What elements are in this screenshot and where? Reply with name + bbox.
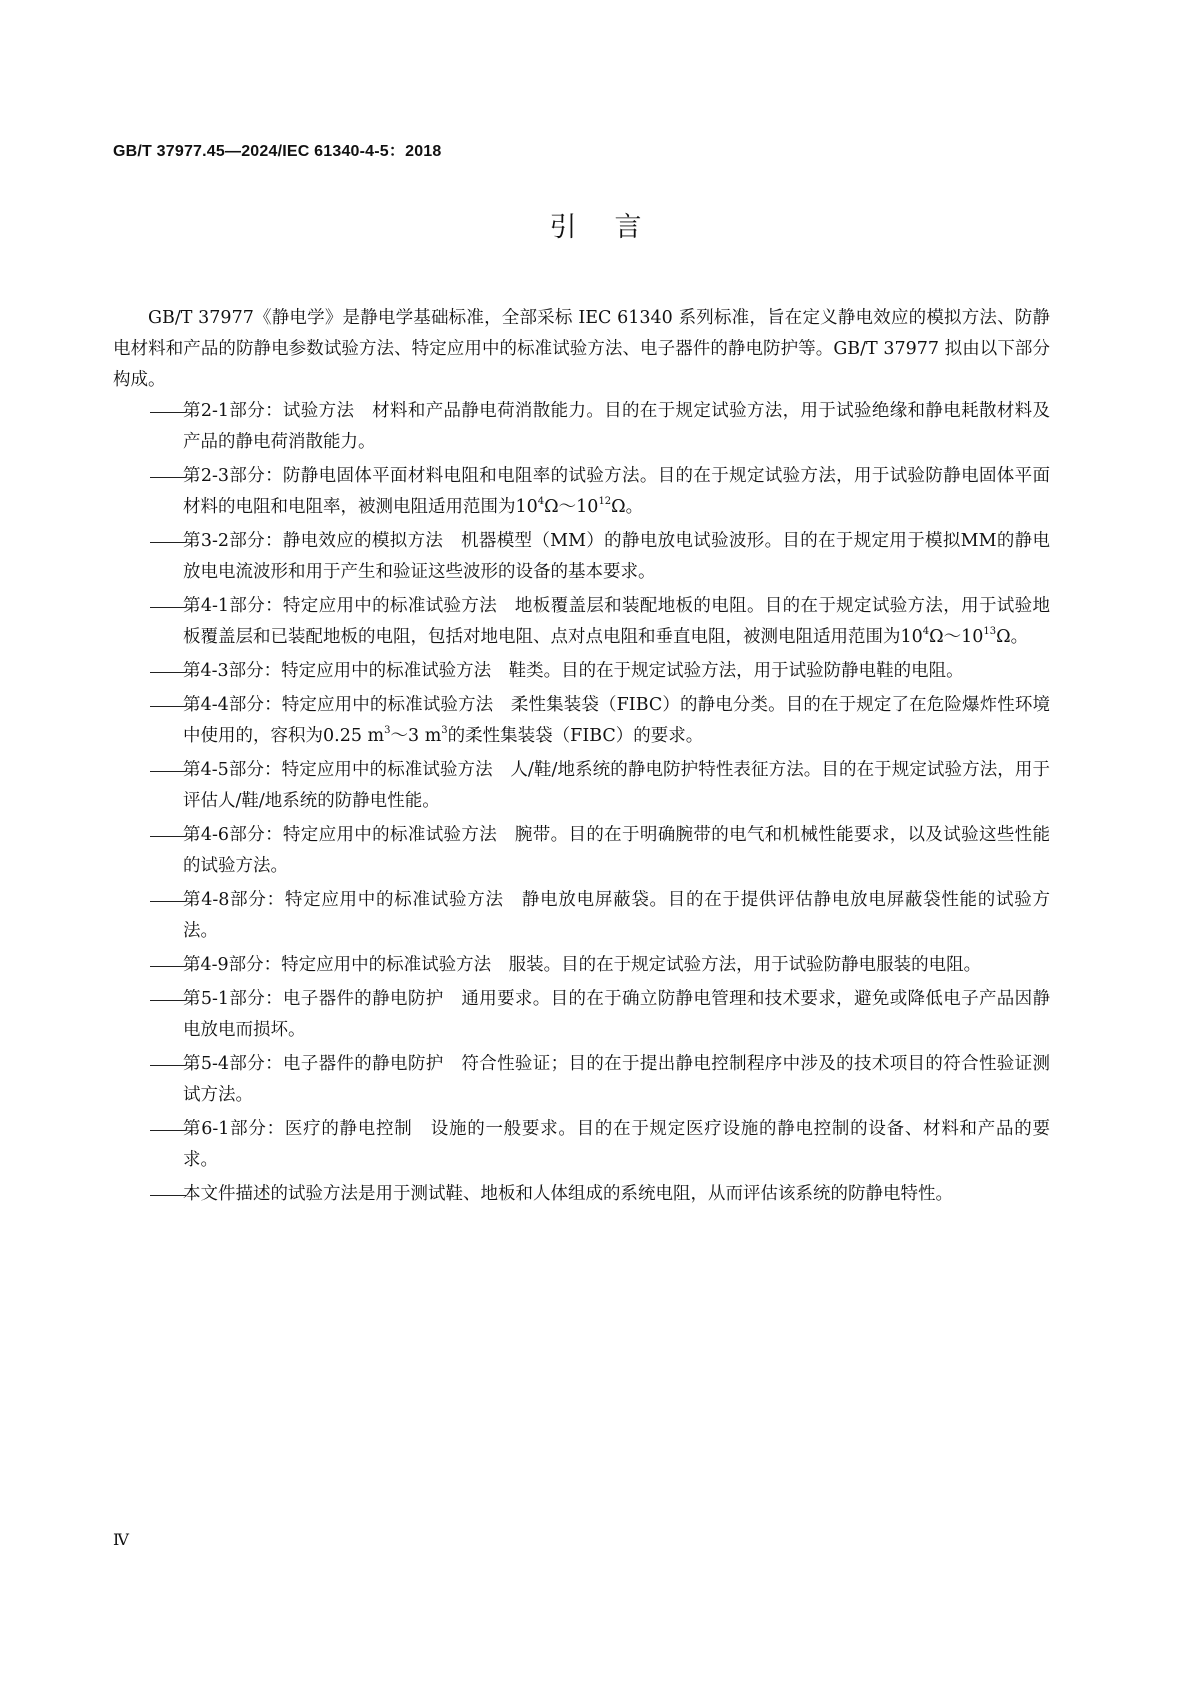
superscript: 4 xyxy=(922,626,930,638)
item-text: 第4-5部分：特定应用中的标准试验方法 人/鞋/地系统的静电防护特性表征方法。目的在于规定试验方法，用于评估人/鞋/地系统的防静电性能。 xyxy=(183,760,1050,811)
item-text-post: Ω。 xyxy=(611,497,644,517)
item-text-mid: ～3 m xyxy=(390,726,442,746)
list-item xyxy=(113,984,1050,1046)
list-item xyxy=(113,755,1050,817)
list-item xyxy=(113,690,1050,752)
item-text-pre: 第2-3部分：防静电固体平面材料电阻和电阻率的试验方法。目的在于规定试验方法，用于试验防静电固体平面材料的电阻和电阻率，被测电阻适用范围为10 xyxy=(183,466,1050,517)
item-text-pre: 第4-1部分：特定应用中的标准试验方法 地板覆盖层和装配地板的电阻。目的在于规定试验方法，用于试验地板覆盖层和已装配地板的电阻，包括对地电阻、点对点电阻和垂直电阻，被测电阻适用范围为10 xyxy=(183,596,1050,647)
item-text-pre: 第4-4部分：特定应用中的标准试验方法 柔性集装袋（FIBC）的静电分类。目的在于规定了在危险爆炸性环境中使用的，容积为0.25 m xyxy=(183,695,1050,746)
item-text-mid: Ω～10 xyxy=(929,627,984,647)
parts-list xyxy=(113,396,1050,1213)
list-item xyxy=(113,1114,1050,1176)
list-item xyxy=(113,885,1050,947)
superscript: 3 xyxy=(384,725,391,737)
item-text: 第4-8部分：特定应用中的标准试验方法 静电放电屏蔽袋。目的在于提供评估静电放电屏蔽袋性能的试验方法。 xyxy=(183,890,1050,941)
item-text: 第4-3部分：特定应用中的标准试验方法 鞋类。目的在于规定试验方法，用于试验防静电鞋的电阻。 xyxy=(183,661,964,681)
item-text: 第4-6部分：特定应用中的标准试验方法 腕带。目的在于明确腕带的电气和机械性能要求，以及试验这些性能的试验方法。 xyxy=(183,825,1050,876)
list-item xyxy=(113,396,1050,458)
item-text-post: Ω。 xyxy=(996,627,1029,647)
item-text: 本文件描述的试验方法是用于测试鞋、地板和人体组成的系统电阻，从而评估该系统的防静电特性。 xyxy=(183,1184,953,1204)
list-item xyxy=(113,1179,1050,1210)
list-item xyxy=(113,461,1050,523)
item-text-mid: Ω～10 xyxy=(544,497,599,517)
list-item xyxy=(113,591,1050,653)
superscript: 12 xyxy=(598,496,612,508)
item-text: 第4-9部分：特定应用中的标准试验方法 服装。目的在于规定试验方法，用于试验防静电服装的电阻。 xyxy=(183,955,982,975)
section-title: 引言 xyxy=(549,212,680,243)
item-text: 第5-1部分：电子器件的静电防护 通用要求。目的在于确立防静电管理和技术要求，避免或降低电子产品因静电放电而损坏。 xyxy=(183,989,1050,1040)
item-text: 第6-1部分：医疗的静电控制 设施的一般要求。目的在于规定医疗设施的静电控制的设备、材料和产品的要求。 xyxy=(183,1119,1050,1170)
item-text: 第5-4部分：电子器件的静电防护 符合性验证；目的在于提出静电控制程序中涉及的技术项目的符合性验证测试方法。 xyxy=(183,1054,1050,1105)
item-text: 第3-2部分：静电效应的模拟方法 机器模型（MM）的静电放电试验波形。目的在于规定用于模拟MM的静电放电电流波形和用于产生和验证这些波形的设备的基本要求。 xyxy=(183,531,1050,582)
list-item xyxy=(113,820,1050,882)
page-number: Ⅳ xyxy=(113,1530,129,1549)
superscript: 4 xyxy=(537,496,545,508)
standard-code-header: GB/T 37977.45—2024/IEC 61340-4-5：2018 xyxy=(113,143,442,160)
item-text: 第2-1部分：试验方法 材料和产品静电荷消散能力。目的在于规定试验方法，用于试验绝缘和静电耗散材料及产品的静电荷消散能力。 xyxy=(183,401,1050,452)
intro-paragraph: GB/T 37977《静电学》是静电学基础标准，全部采标 IEC 61340 系列标准，旨在定义静电效应的模拟方法、防静电材料和产品的防静电参数试验方法、特定应用中的标准试验方法、电子器件的静电防护等。GB/T 37977 拟由以下部分构成。 xyxy=(113,308,1050,390)
list-item xyxy=(113,526,1050,588)
item-text-post: 的柔性集装袋（FIBC）的要求。 xyxy=(447,726,704,746)
list-item xyxy=(113,950,1050,981)
superscript: 3 xyxy=(441,725,448,737)
list-item xyxy=(113,1049,1050,1111)
list-item xyxy=(113,656,1050,687)
superscript: 13 xyxy=(983,626,997,638)
